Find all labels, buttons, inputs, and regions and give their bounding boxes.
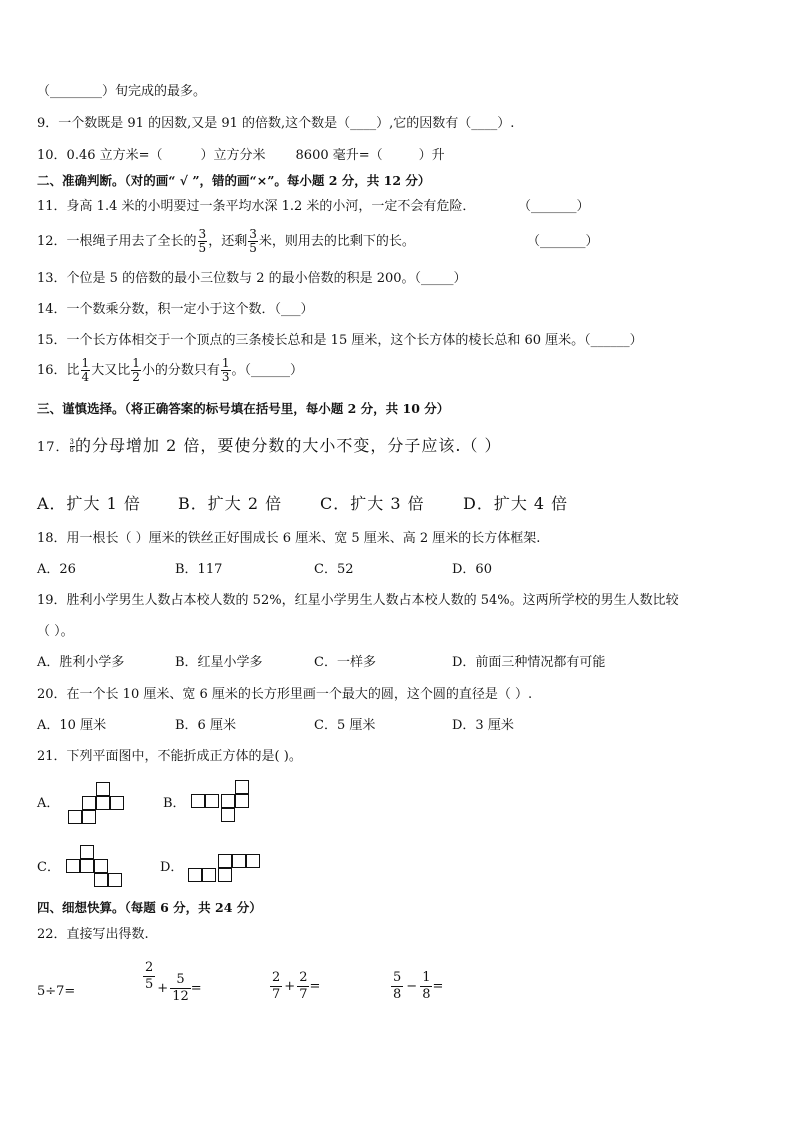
calc3-fraction-b: $\frac{2}{7}$	[299, 970, 308, 1002]
q19-option-d[interactable]: D．前面三种情况都有可能	[452, 655, 606, 670]
minus-sign: −	[406, 979, 418, 994]
q21-option-d-label[interactable]: D．	[160, 860, 184, 875]
q16-part2: 大又比	[91, 363, 131, 378]
question-19-blank: （ ）。	[37, 624, 74, 639]
q10-part1: 10．0.46 立方米=（	[37, 148, 163, 163]
q16-part3: 小的分数只有	[141, 363, 220, 378]
q12-answer-blank[interactable]: （_______）	[527, 234, 599, 249]
section-2-heading: 二、准确判断。（对的画“ √ ”，错的画“×”。每小题 2 分，共 12 分）	[37, 173, 431, 188]
q18-option-c[interactable]: C．52	[314, 562, 354, 577]
equals-sign: =	[432, 979, 444, 994]
section-4-heading: 四、细想快算。（每题 6 分，共 24 分）	[37, 900, 262, 915]
question-20: 20．在一个长 10 厘米、宽 6 厘米的长方形里画一个最大的圆，这个圆的直径是（ ）.	[37, 687, 533, 702]
q21-option-c-label[interactable]: C．	[37, 860, 60, 875]
question-22: 22．直接写出得数.	[37, 927, 149, 942]
section-3-heading: 三、谨慎选择。（将正确答案的标号填在括号里，每小题 2 分，共 10 分）	[37, 401, 450, 416]
question-14: 14．一个数乘分数，积一定小于这个数．（___）	[37, 302, 314, 317]
question-18: 18．用一根长（ ）厘米的铁丝正好围成长 6 厘米、宽 5 厘米、高 2 厘米的长方体框架.	[37, 531, 541, 546]
q17-option-b[interactable]: B．扩大 2 倍	[178, 494, 283, 513]
calc2-fraction-a: $\frac{2}{5}$	[145, 960, 154, 992]
q19-option-a[interactable]: A．胜利小学多	[37, 655, 125, 670]
q10-part3: 8600 毫升=（	[295, 148, 383, 163]
calc-1: 5÷7=	[37, 984, 76, 999]
q21-net-b[interactable]	[191, 780, 255, 828]
q17-fraction: $\frac{3}{8}$	[69, 438, 76, 454]
q12-part1: 12．一根绳子用去了全长的	[37, 234, 197, 249]
q17-option-c[interactable]: C．扩大 3 倍	[320, 494, 425, 513]
question-11: 11．身高 1.4 米的小明要过一条平均水深 1.2 米的小河，一定不会有危险．	[37, 199, 476, 214]
q12-part3: 米，则用去的比剩下的长。	[258, 234, 415, 249]
q21-net-d[interactable]	[188, 854, 264, 886]
q21-net-a[interactable]	[68, 782, 130, 829]
q16-part4: 。（______）	[231, 363, 304, 378]
q19-option-c[interactable]: C．一样多	[314, 655, 376, 670]
q16-fraction-2: $\frac{1}{2}$	[132, 356, 140, 384]
equals-sign: =	[190, 981, 202, 996]
q17-option-a[interactable]: A．扩大 1 倍	[37, 494, 141, 513]
question-16	[37, 356, 303, 386]
q17-text: 的分母增加 2 倍，要使分数的大小不变，分子应该.（ ）	[75, 436, 502, 455]
q18-option-b[interactable]: B．117	[175, 562, 223, 577]
q20-option-c[interactable]: C．5 厘米	[314, 718, 376, 733]
q16-fraction-1: $\frac{1}{4}$	[81, 356, 90, 384]
question-9: 9．一个数既是 91 的因数,又是 91 的倍数,这个数是（____）,它的因数有（____）.	[37, 116, 515, 131]
plus-sign: +	[284, 979, 296, 994]
carryover-line: （________）旬完成的最多。	[37, 84, 207, 99]
question-15: 15．一个长方体相交于一个顶点的三条棱长总和是 15 厘米，这个长方体的棱长总和 60 厘米。（______）	[37, 333, 643, 348]
q20-option-b[interactable]: B．6 厘米	[175, 718, 236, 733]
q12-part2: ，还剩	[208, 234, 248, 249]
calc4-fraction-b: $\frac{1}{8}$	[422, 970, 431, 1002]
q20-option-d[interactable]: D．3 厘米	[452, 718, 514, 733]
q17-option-d[interactable]: D．扩大 4 倍	[463, 494, 569, 513]
q12-fraction-1: $\frac{3}{5}$	[198, 227, 207, 255]
plus-sign: +	[157, 981, 169, 996]
question-19: 19．胜利小学男生人数占本校人数的 52%，红星小学男生人数占本校人数的 54%。这两所学校的男生人数比较	[37, 593, 679, 608]
q12-fraction-2: $\frac{3}{5}$	[249, 227, 257, 255]
q21-option-b-label[interactable]: B．	[163, 796, 186, 811]
calc2-fraction-b: $\frac{5}{12}$	[172, 972, 189, 1004]
q21-net-c[interactable]	[66, 845, 128, 890]
equals-sign: =	[309, 979, 321, 994]
question-21: 21．下列平面图中，不能折成正方体的是( )。	[37, 749, 302, 764]
q19-option-b[interactable]: B．红星小学多	[175, 655, 263, 670]
calc3-fraction-a: $\frac{2}{7}$	[272, 970, 281, 1002]
question-10	[37, 148, 445, 164]
calc4-fraction-a: $\frac{5}{8}$	[393, 970, 402, 1002]
question-12	[37, 227, 415, 257]
q16-fraction-3: $\frac{1}{3}$	[221, 356, 230, 384]
calc-4	[391, 970, 443, 1003]
q20-option-a[interactable]: A．10 厘米	[37, 718, 107, 733]
calc-2	[143, 960, 202, 1004]
q17-number: 17．	[37, 440, 70, 455]
question-17	[37, 438, 502, 456]
question-13: 13．个位是 5 的倍数的最小三位数与 2 的最小倍数的积是 200。（_____）	[37, 271, 467, 286]
q18-option-d[interactable]: D．60	[452, 562, 492, 577]
q10-part4: ）升	[418, 148, 445, 163]
q10-part2: ）立方分米	[200, 148, 266, 163]
q11-answer-blank[interactable]: （_______）	[518, 199, 590, 214]
q21-option-a-label[interactable]: A．	[37, 796, 60, 811]
calc-3	[270, 970, 320, 1003]
q18-option-a[interactable]: A．26	[37, 562, 76, 577]
q16-part1: 16．比	[37, 363, 80, 378]
